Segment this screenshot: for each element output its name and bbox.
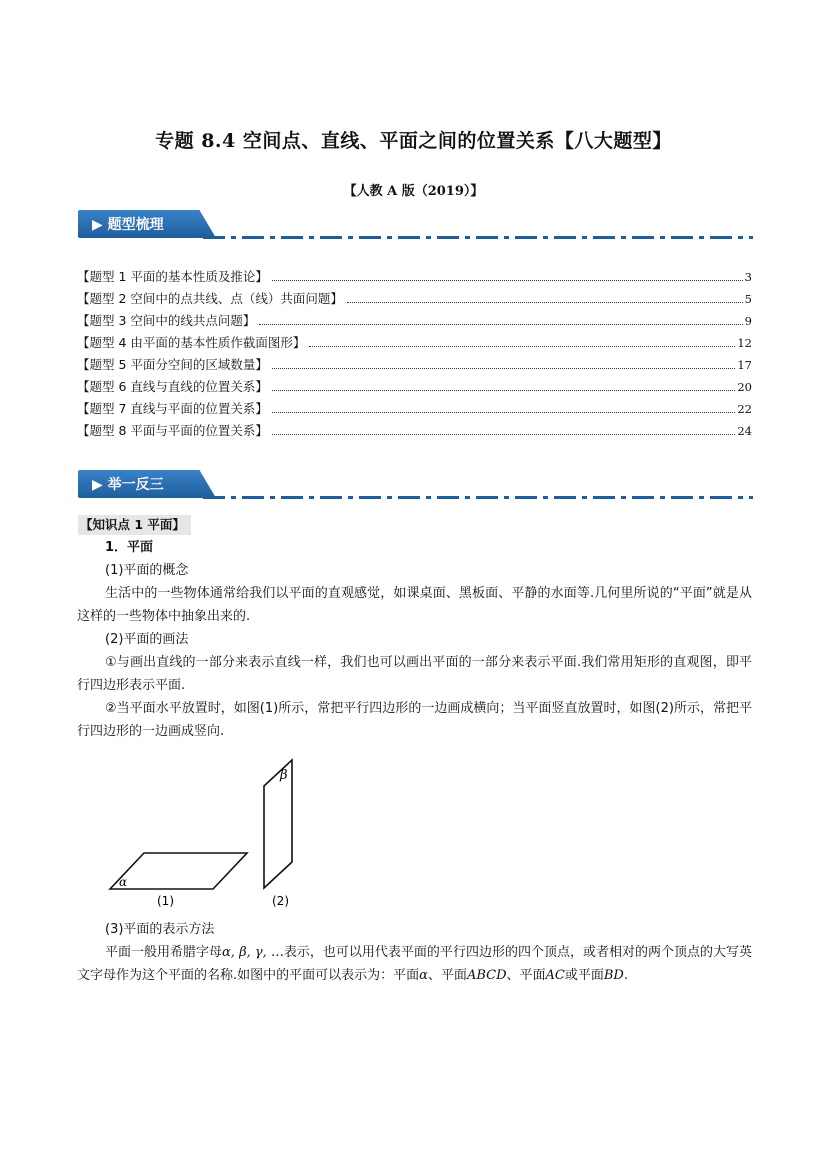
toc-item-3[interactable]: 【题型 3 空间中的线共点问题】 9 [77,313,752,328]
subheading-notation: (3)平面的表示方法 [105,922,215,937]
vertical-plane [264,760,292,888]
banner-examples [78,470,753,504]
paragraph-concept: 生活中的一些物体通常给我们以平面的直观感觉，如课桌面、黑板面、平静的水面等.几何里所说的“平面”就是从这样的一些物体中抽象出来的. [77,586,752,624]
subheading-concept: (1)平面的概念 [105,563,189,578]
paragraph-drawing-1: ①与画出直线的一部分来表示直线一样，我们也可以画出平面的一部分来表示平面.我们常用矩形的直观图，即平行四边形表示平面. [77,655,752,693]
toc-item-2[interactable]: 【题型 2 空间中的点共线、点（线）共面问题】 5 [77,291,752,306]
plane-figure [100,756,310,911]
toc-item-1[interactable]: 【题型 1 平面的基本性质及推论】 3 [77,269,752,284]
table-of-contents [77,267,752,443]
knowledge-point-label: 【知识点 1 平面】 [78,515,191,535]
toc-item-4[interactable]: 【题型 4 由平面的基本性质作截面图形】 12 [77,335,752,350]
toc-item-5[interactable]: 【题型 5 平面分空间的区域数量】 17 [77,357,752,372]
paragraph-notation: 平面一般用希腊字母α, β, γ, …表示，也可以用代表平面的平行四边形的四个顶点，或者相对的两个顶点的大写英文字母作为这个平面的名称.如图中的平面可以表示为：平面α、平面ABCD、平面AC或平面BD. [77,945,752,983]
toc-item-6[interactable]: 【题型 6 直线与直线的位置关系】 20 [77,379,752,394]
alpha-label: α [119,875,128,889]
subheading-drawing: (2)平面的画法 [105,632,189,647]
dash-divider [203,496,753,499]
plane-diagram [100,756,310,911]
page-title: 专题 8.4 空间点、直线、平面之间的位置关系【八大题型】 [155,130,672,152]
paragraph-drawing-2: ②当平面水平放置时，如图(1)所示，常把平行四边形的一边画成横向；当平面竖直放置时，如图(2)所示，常把平行四边形的一边画成竖向. [77,701,752,739]
section-body-2 [77,918,752,987]
toc-item-8[interactable]: 【题型 8 平面与平面的位置关系】 24 [77,423,752,438]
caption-1: (1) [157,894,174,908]
section-body [77,536,752,743]
page-subtitle: 【人教 A 版（2019）】 [343,184,484,199]
horizontal-plane [110,853,247,889]
section-heading: 1．平面 [105,540,154,555]
caption-2: (2) [272,894,289,908]
beta-label: β [280,768,288,783]
banner-types [78,210,753,244]
banner-types-label: ▶ 题型梳理 [92,217,164,233]
dash-divider [203,236,753,239]
toc-item-7[interactable]: 【题型 7 直线与平面的位置关系】 22 [77,401,752,416]
banner-examples-label: ▶ 举一反三 [92,477,164,493]
